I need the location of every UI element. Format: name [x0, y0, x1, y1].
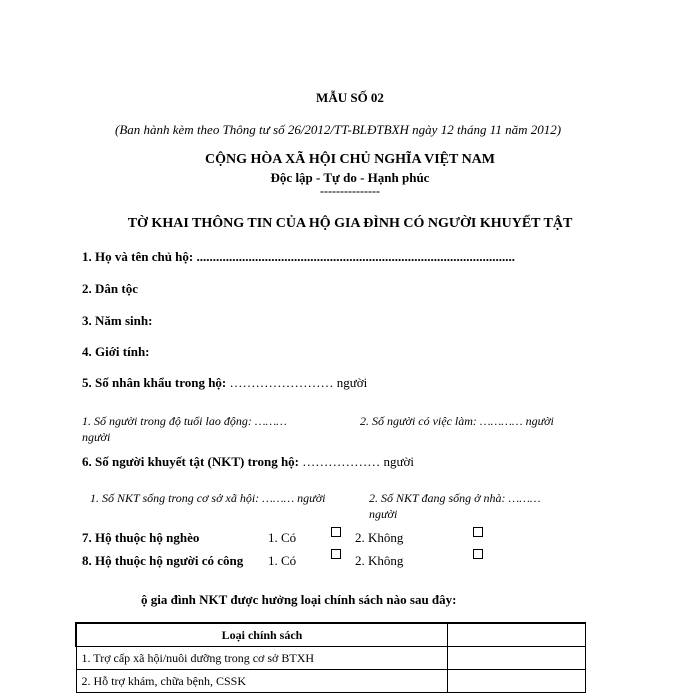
nkt-at-home-field: 2. Số NKT đang sống ở nhà: ………: [369, 491, 541, 505]
disabled-count-field: [82, 454, 414, 470]
poor-household-label: 7. Hộ thuộc hộ nghèo: [82, 530, 200, 545]
country-name: CỘNG HÒA XÃ HỘI CHỦ NGHĨA VIỆT NAM: [204, 152, 495, 167]
policy-row-answer-cell[interactable]: [448, 647, 586, 670]
poor-no-label: 2. Không: [355, 530, 404, 545]
table-row: [76, 670, 586, 693]
table-header-cell: Loại chính sách: [76, 623, 448, 647]
poor-no-checkbox[interactable]: [473, 527, 483, 537]
working-age-unit: người: [82, 430, 111, 444]
table-header-row: [76, 623, 586, 647]
policy-table: [75, 622, 586, 693]
issued-by: (Ban hành kèm theo Thông tư số 26/2012/TT-BLĐTBXH ngày 12 tháng 11 năm 2012): [115, 122, 562, 137]
household-size-label: 5. Số nhân khẩu trong hộ:: [82, 375, 227, 390]
table-header-empty-cell: [448, 623, 586, 647]
policy-row-label: 1. Trợ cấp xã hội/nuôi dưỡng trong cơ sở BTXH: [76, 647, 448, 670]
disabled-count-label: 6. Số người khuyết tật (NKT) trong hộ:: [82, 454, 300, 469]
form-number: MẪU SỐ 02: [316, 90, 384, 105]
policy-row-answer-cell[interactable]: [448, 670, 586, 693]
motto-rule: ---------------: [320, 184, 380, 198]
head-name-field: 1. Họ và tên chủ hộ: ..................................................................................................: [82, 249, 515, 264]
poor-yes-checkbox[interactable]: [331, 527, 341, 537]
nkt-in-facility-field: 1. Số NKT sống trong cơ sở xã hội: ……… người: [90, 491, 326, 505]
gender-field: 4. Giới tính:: [82, 344, 150, 359]
household-size-field: [82, 375, 367, 391]
disabled-count-dots: ……………… người: [302, 454, 415, 469]
nkt-at-home-unit: người: [369, 507, 398, 521]
ethnicity-field: 2. Dân tộc: [82, 281, 138, 296]
household-size-dots: …………………… người: [229, 375, 368, 390]
birth-year-field: 3. Năm sinh:: [82, 313, 153, 328]
merit-yes-checkbox[interactable]: [331, 549, 341, 559]
policy-row-label: 2. Hỗ trợ khám, chữa bệnh, CSSK: [76, 670, 448, 693]
merit-no-checkbox[interactable]: [473, 549, 483, 559]
table-row: [76, 647, 586, 670]
merit-no-label: 2. Không: [355, 553, 404, 568]
working-age-field: 1. Số người trong độ tuổi lao động: ………: [82, 414, 287, 428]
merit-household-label: 8. Hộ thuộc hộ người có công: [82, 553, 244, 568]
merit-yes-label: 1. Có: [268, 553, 297, 568]
motto: Độc lập - Tự do - Hạnh phúc: [270, 170, 430, 185]
policy-question: ộ gia đình NKT được hưởng loại chính sách nào sau đây:: [141, 592, 457, 607]
poor-yes-label: 1. Có: [268, 530, 297, 545]
form-title: TỜ KHAI THÔNG TIN CỦA HỘ GIA ĐÌNH CÓ NGƯỜI KHUYẾT TẬT: [127, 216, 573, 231]
employed-field: 2. Số người có việc làm: ………… người: [360, 414, 554, 428]
